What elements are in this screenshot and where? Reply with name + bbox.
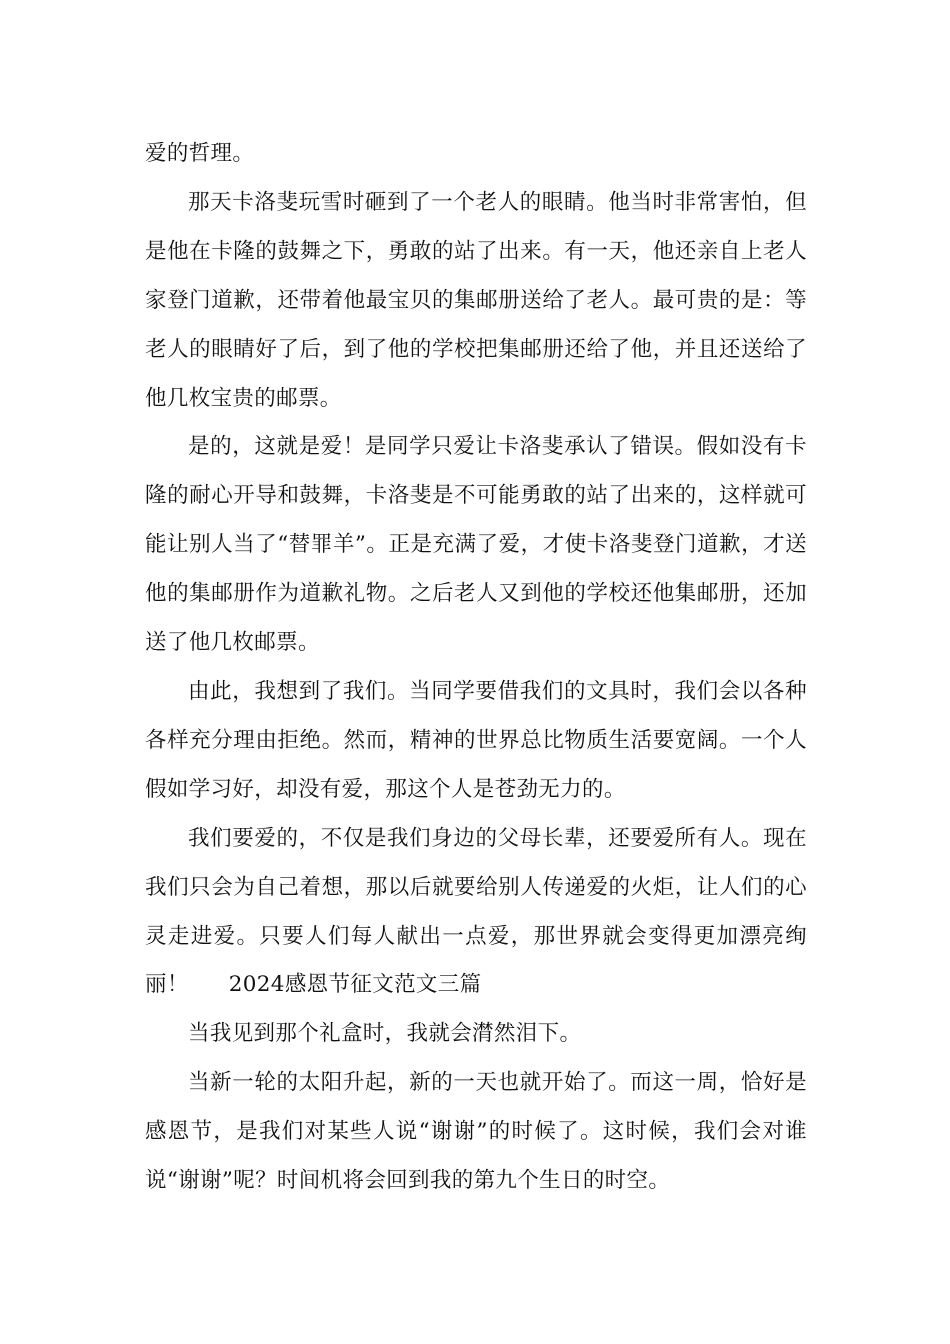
paragraph: 当新一轮的太阳升起，新的一天也就开始了。而这一周，恰好是感恩节，是我们对某些人说“谢谢”的时候了。这时候，我们会对谁说“谢谢”呢？时间机将会回到我的第九个生日的时空。: [145, 1070, 807, 1194]
paragraph: 是的，这就是爱！是同学只爱让卡洛斐承认了错误。假如没有卡隆的耐心开导和鼓舞，卡洛斐是不可能勇敢的站了出来的，这样就可能让别人当了“替罪羊”。正是充满了爱，才使卡洛斐登门道歉，才送他的集邮册作为道歉礼物。之后老人又到他的学校还他集邮册，还加送了他几枚邮票。: [145, 434, 807, 656]
paragraph: 当我见到那个礼盒时，我就会潸然泪下。: [188, 1021, 582, 1047]
paragraph: 那天卡洛斐玩雪时砸到了一个老人的眼睛。他当时非常害怕，但是他在卡隆的鼓舞之下，勇敢的站了出来。有一天，他还亲自上老人家登门道歉，还带着他最宝贝的集邮册送给了老人。最可贵的是：等老人的眼睛好了后，到了他的学校把集邮册还给了他，并且还送给了他几枚宝贵的邮票。: [145, 189, 807, 411]
document-body: [145, 130, 807, 1206]
section-title: 2024感恩节征文范文三篇: [228, 972, 482, 998]
paragraph-continued: 爱的哲理。: [145, 141, 255, 166]
paragraph: 由此，我想到了我们。当同学要借我们的文具时，我们会以各种各样充分理由拒绝。然而，精神的世界总比物质生活要宽阔。一个人假如学习好，却没有爱，那这个人是苍劲无力的。: [145, 678, 807, 802]
paragraph-text: 我们要爱的，不仅是我们身边的父母长辈，还要爱所有人。现在我们只会为自己着想，那以后就要给别人传递爱的火炬，让人们的心灵走进爱。只要人们每人献出一点爱，那世界就会变得更加漂亮绚丽！: [145, 825, 807, 998]
paragraph-with-title: [145, 815, 807, 1011]
